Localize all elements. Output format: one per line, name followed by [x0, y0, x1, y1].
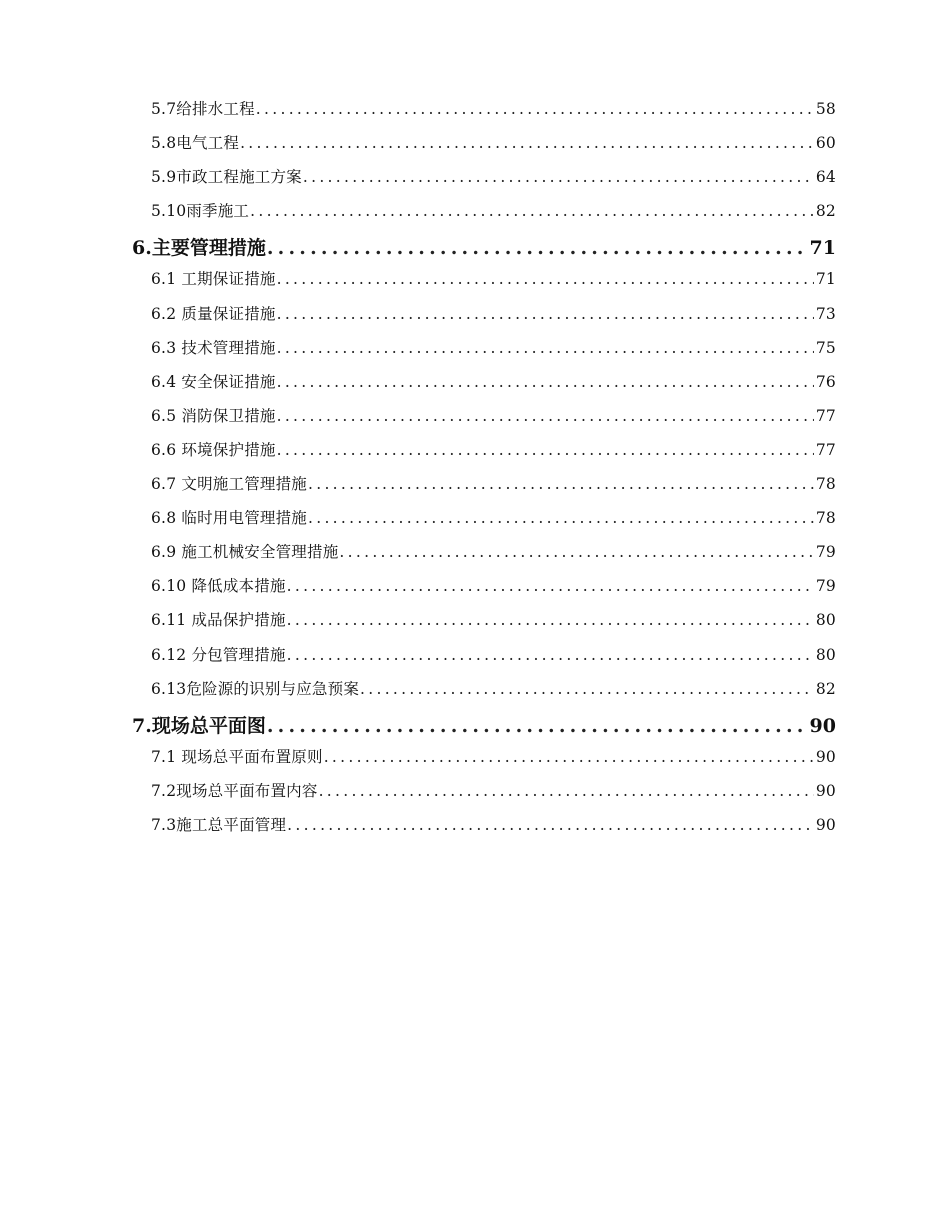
toc-entry-number: 6.13 — [151, 679, 187, 698]
toc-entry-title: 安全保证措施 — [176, 372, 276, 391]
toc-entry-6-5[interactable] — [151, 398, 836, 432]
toc-page-number: 76 — [815, 372, 836, 391]
toc-chapter-number: 7. — [132, 714, 152, 737]
toc-page-number: 78 — [815, 509, 836, 528]
toc-chapter-number: 6. — [132, 237, 152, 260]
toc-entry-title: 分包管理措施 — [186, 645, 286, 664]
toc-entry-6-10[interactable] — [151, 568, 836, 602]
dot-leader — [308, 475, 814, 493]
toc-entry-number: 6.2 — [151, 304, 177, 323]
toc-entry-number: 5.10 — [151, 202, 187, 221]
toc-entry-number: 6.11 — [151, 611, 187, 630]
table-of-contents — [0, 91, 950, 841]
toc-entry-number: 6.4 — [151, 372, 177, 391]
toc-entry-6-11[interactable] — [151, 602, 836, 636]
toc-page-number: 82 — [815, 202, 836, 221]
toc-page-number: 64 — [815, 168, 836, 187]
toc-entry-title: 电气工程 — [176, 134, 240, 153]
toc-entry-label — [151, 199, 249, 221]
toc-chapter-title: 现场总平面图 — [151, 714, 266, 737]
toc-entry-title: 雨季施工 — [186, 202, 250, 221]
toc-page-number: 90 — [815, 781, 836, 800]
toc-entry-number: 7.1 — [151, 747, 177, 766]
toc-entry-number: 6.7 — [151, 475, 177, 494]
toc-entry-5-7[interactable] — [151, 91, 836, 125]
toc-entry-label — [151, 165, 302, 187]
toc-chapter-label — [132, 233, 266, 260]
toc-entry-title: 文明施工管理措施 — [176, 475, 307, 494]
toc-entry-title: 市政工程施工方案 — [176, 168, 302, 187]
dot-leader — [339, 543, 813, 561]
dot-leader — [287, 646, 814, 664]
toc-entry-6-9[interactable] — [151, 534, 836, 568]
toc-entry-label — [151, 779, 318, 801]
toc-entry-6-13[interactable] — [151, 671, 836, 705]
dot-leader — [287, 611, 814, 629]
toc-entry-label — [151, 677, 359, 699]
toc-entry-label — [151, 404, 276, 426]
toc-entry-number: 7.2 — [151, 781, 177, 800]
toc-entry-title: 消防保卫措施 — [176, 406, 276, 425]
toc-entry-title: 质量保证措施 — [176, 304, 276, 323]
toc-page-number: 60 — [815, 134, 836, 153]
toc-entry-label — [151, 97, 255, 119]
dot-leader — [267, 237, 808, 259]
dot-leader — [287, 816, 814, 834]
dot-leader — [303, 168, 814, 186]
toc-page-number: 79 — [815, 543, 836, 562]
toc-entry-7-1[interactable] — [151, 739, 836, 773]
toc-entry-6-12[interactable] — [151, 637, 836, 671]
dot-leader — [256, 100, 814, 118]
toc-page-number: 90 — [815, 815, 836, 834]
toc-entry-6-6[interactable] — [151, 432, 836, 466]
dot-leader — [277, 339, 814, 357]
toc-page-number: 78 — [815, 475, 836, 494]
toc-page-number: 80 — [815, 645, 836, 664]
toc-page-number: 90 — [809, 714, 836, 737]
toc-page-number: 58 — [815, 100, 836, 118]
toc-entry-label — [151, 813, 286, 835]
toc-entry-title: 现场总平面布置原则 — [176, 747, 323, 766]
toc-entry-5-10[interactable] — [151, 193, 836, 227]
toc-page-number: 77 — [815, 406, 836, 425]
toc-entry-number: 6.5 — [151, 406, 177, 425]
toc-entry-number: 6.6 — [151, 440, 177, 459]
dot-leader — [277, 373, 814, 391]
toc-entry-label — [151, 608, 286, 630]
toc-entry-title: 危险源的识别与应急预案 — [186, 679, 360, 698]
toc-entry-title: 现场总平面布置内容 — [176, 781, 318, 800]
dot-leader — [360, 680, 814, 698]
toc-chapter-7[interactable] — [132, 705, 836, 739]
toc-entry-number: 5.8 — [151, 134, 177, 153]
toc-entry-label — [151, 438, 276, 460]
toc-page-number: 73 — [815, 304, 836, 323]
toc-entry-label — [151, 574, 286, 596]
toc-entry-6-3[interactable] — [151, 330, 836, 364]
toc-page-number: 71 — [815, 270, 836, 289]
toc-page-number: 90 — [815, 747, 836, 766]
dot-leader — [319, 782, 814, 800]
toc-page-number: 75 — [815, 338, 836, 357]
toc-entry-label — [151, 745, 323, 767]
dot-leader — [277, 305, 814, 323]
toc-entry-6-1[interactable] — [151, 261, 836, 295]
toc-entry-title: 降低成本措施 — [186, 577, 286, 596]
toc-entry-6-8[interactable] — [151, 500, 836, 534]
toc-chapter-label — [132, 711, 266, 738]
toc-page-number: 77 — [815, 440, 836, 459]
toc-entry-number: 5.9 — [151, 168, 177, 187]
toc-entry-title: 成品保护措施 — [186, 611, 286, 630]
toc-entry-label — [151, 370, 276, 392]
toc-entry-title: 技术管理措施 — [176, 338, 276, 357]
toc-entry-number: 6.8 — [151, 509, 177, 528]
toc-chapter-6[interactable] — [132, 227, 836, 261]
toc-entry-number: 6.10 — [151, 577, 187, 596]
dot-leader — [240, 134, 814, 152]
toc-entry-number: 6.1 — [151, 270, 177, 289]
dot-leader — [267, 715, 808, 737]
toc-chapter-title: 主要管理措施 — [151, 237, 266, 260]
toc-entry-title: 施工机械安全管理措施 — [176, 543, 339, 562]
dot-leader — [277, 407, 814, 425]
dot-leader — [277, 270, 814, 288]
toc-entry-6-7[interactable] — [151, 466, 836, 500]
toc-entry-6-2[interactable] — [151, 296, 836, 330]
toc-entry-label — [151, 506, 307, 528]
toc-entry-number: 6.9 — [151, 543, 177, 562]
dot-leader — [308, 509, 814, 527]
toc-entry-label — [151, 302, 276, 324]
toc-entry-7-3[interactable] — [151, 807, 836, 841]
toc-entry-number: 5.7 — [151, 100, 177, 118]
toc-entry-number: 6.3 — [151, 338, 177, 357]
toc-entry-title: 给排水工程 — [176, 100, 255, 118]
toc-entry-7-2[interactable] — [151, 773, 836, 807]
toc-entry-title: 临时用电管理措施 — [176, 509, 307, 528]
toc-entry-number: 7.3 — [151, 815, 177, 834]
toc-page-number: 82 — [815, 679, 836, 698]
toc-entry-label — [151, 540, 338, 562]
toc-entry-label — [151, 131, 239, 153]
toc-entry-label — [151, 336, 276, 358]
toc-entry-6-4[interactable] — [151, 364, 836, 398]
toc-entry-title: 环境保护措施 — [176, 440, 276, 459]
toc-entry-number: 6.12 — [151, 645, 187, 664]
toc-page-number: 80 — [815, 611, 836, 630]
toc-entry-title: 工期保证措施 — [176, 270, 276, 289]
toc-entry-label — [151, 643, 286, 665]
toc-entry-5-9[interactable] — [151, 159, 836, 193]
dot-leader — [287, 577, 814, 595]
dot-leader — [324, 748, 814, 766]
toc-entry-5-8[interactable] — [151, 125, 836, 159]
toc-entry-label — [151, 267, 276, 289]
toc-entry-title: 施工总平面管理 — [176, 815, 287, 834]
toc-page-number: 71 — [809, 237, 836, 260]
dot-leader — [250, 202, 814, 220]
toc-entry-label — [151, 472, 307, 494]
toc-page-number: 79 — [815, 577, 836, 596]
dot-leader — [277, 441, 814, 459]
